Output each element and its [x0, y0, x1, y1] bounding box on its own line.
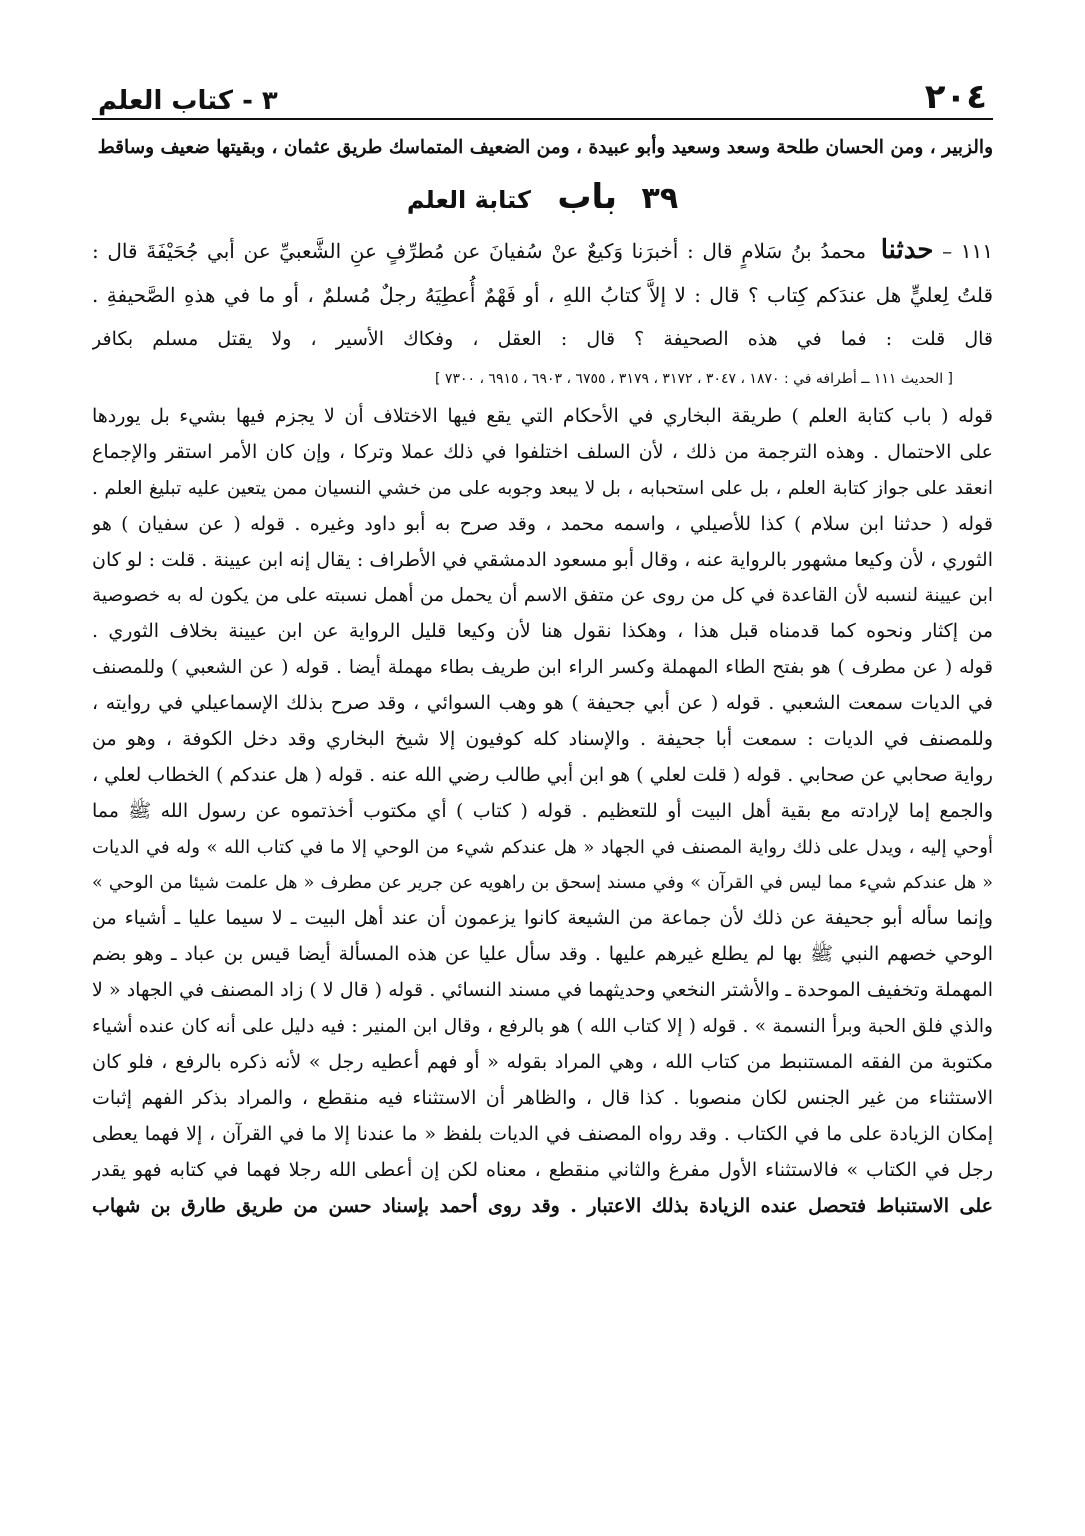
commentary-line: على الاحتمال . وهذه الترجمة من ذلك ، لأن السلف اختلفوا في ذلك عملا وتركا ، وإن كان الأمر استقر والإجماع	[92, 440, 993, 463]
commentary-line: الاستثناء من غير الجنس لكان منصوبا . كذا قال ، والظاهر أن الاستثناء فيه منقطع ، والمراد بذكر الفهم إثبات	[92, 1086, 993, 1109]
hadith-line-2: قلتُ لِعليٍّ هل عندَكم كِتاب ؟ قال : لا إلاَّ كتابُ اللهِ ، أو فَهْمٌ أُعطِيَهُ رجلٌ مُسلمٌ ، أو ما في هذهِ الصَّحيفةِ .	[92, 283, 993, 307]
commentary-line: وإنما سأله أبو جحيفة عن ذلك لأن جماعة من الشيعة كانوا يزعمون أن عند أهل البيت ـ لا سيما عليا ـ أشياء من	[92, 907, 993, 930]
hadith-isnad: محمدُ بنُ سَلامٍ قال : أخبرَنا وَكيعٌ عنْ سُفيانَ عن مُطرِّفٍ عنِ الشَّعبيِّ عن أبي جُحَيْفَةَ قال :	[92, 239, 867, 263]
commentary-line: في الديات سمعت الشعبي . قوله ( عن أبي جحيفة ) هو وهب السوائي ، وقد صرح بذلك الإسماعيلي في روايته ،	[92, 692, 993, 715]
hadith-line-1	[92, 228, 993, 273]
carry-over-text: والزبير ، ومن الحسان طلحة وسعد وسعيد وأبو عبيدة ، ومن الضعيف المتماسك طريق عثمان ، وبقيتها ضعيف وساقط	[97, 137, 993, 158]
chapter-heading	[92, 166, 993, 228]
commentary-line: وللمصنف في الديات : سمعت أبا جحيفة . والإسناد كله كوفيون إلا شيخ البخاري وقد دخل الكوفة ، وهو من	[92, 728, 993, 751]
page-number: ٢٠٤	[924, 77, 987, 117]
chapter-title: كتابة العلم	[406, 186, 531, 214]
hadith-number: ١١١ –	[942, 239, 993, 263]
commentary	[92, 399, 993, 1224]
commentary-line: رجل في الكتاب » فالاستثناء الأول مفرغ والثاني منقطع ، معناه لكن إن أعطى الله رجلا فهما في كتابه فهو يقدر	[92, 1158, 993, 1181]
commentary-line: ابن عيينة لنسبه لأن القاعدة في كل من روى عن متفق الاسم أن يحمل من أهمل نسبته على من يكون له به خصوصية	[92, 585, 993, 607]
commentary-line: والذي فلق الحبة وبرأ النسمة » . قوله ( إلا كتاب الله ) هو بالرفع ، وقال ابن المنير : فيه دليل على أنه كان عنده أشياء	[92, 1016, 993, 1038]
book-title: ٣ - كتاب العلم	[98, 86, 278, 116]
hadith-opening: حدثنا	[880, 235, 934, 265]
commentary-line: مكتوبة من الفقه المستنبط من كتاب الله ، وهي المراد بقوله « أو فهم أعطيه رجل » لأنه ذكره بالرفع ، فلو كان	[92, 1051, 993, 1074]
commentary-line: قوله ( حدثنا ابن سلام ) كذا للأصيلي ، واسمه محمد ، وقد صرح به أبو داود وغيره . قوله ( عن سفيان ) هو	[92, 512, 993, 535]
hadith-text	[92, 228, 993, 317]
commentary-line: قوله ( باب كتابة العلم ) طريقة البخاري في الأحكام التي يقع فيها الاختلاف أن لا يجزم فيها بشيء بل يوردها	[92, 405, 993, 427]
chapter-word: باب	[557, 177, 618, 217]
commentary-line: رواية صحابي عن صحابي . قوله ( قلت لعلي ) هو ابن أبي طالب رضي الله عنه . قوله ( هل عندكم ) الخطاب لعلي ،	[92, 763, 993, 786]
header-rule	[92, 118, 993, 120]
commentary-line: إمكان الزيادة على ما في الكتاب . وقد رواه المصنف في الديات بلفظ « ما عندنا إلا ما في القرآن ، إلا فهما يعطى	[92, 1122, 993, 1145]
hadith-references: [ الحديث ١١١ ــ أطرافه في : ١٨٧٠ ، ٣٠٤٧ ، ٣١٧٢ ، ٣١٧٩ ، ٦٧٥٥ ، ٦٩٠٣ ، ٦٩١٥ ، ٧٣٠٠ ]	[435, 371, 953, 387]
commentary-line: الوحي خصهم النبي ﷺ بها لم يطلع غيرهم عليها . وقد سأل عليا عن هذه المسألة أيضا قيس بن عباد ـ وهو بضم	[92, 943, 993, 966]
commentary-line: « هل عندكم شيء مما ليس في القرآن » وفي مسند إسحق بن راهويه عن جرير عن مطرف « هل علمت شيئا من الوحي »	[92, 872, 993, 893]
commentary-line: قوله ( عن مطرف ) هو بفتح الطاء المهملة وكسر الراء ابن طريف بطاء مهملة أيضا . قوله ( عن الشعبي ) وللمصنف	[92, 657, 993, 679]
chapter-number: ٣٩	[641, 181, 679, 216]
running-header	[92, 62, 993, 118]
hadith-line-3: قال قلت : فما في هذه الصحيفة ؟ قال : العقل ، وفكاك الأسير ، ولا يقتل مسلم بكافر	[92, 328, 993, 350]
commentary-line: انعقد على جواز كتابة العلم ، بل على استحبابه ، بل لا يبعد وجوبه على من خشي النسيان ممن يتعين عليه تبليغ العلم .	[92, 477, 993, 499]
commentary-line: والجمع إما لإرادته مع بقية أهل البيت أو للتعظيم . قوله ( كتاب ) أي مكتوب أخذتموه عن رسول الله ﷺ مما	[92, 799, 993, 822]
commentary-line: الثوري ، لأن وكيعا مشهور بالرواية عنه ، وقال أبو مسعود الدمشقي في الأطراف : يقال إنه ابن عيينة . قلت : لو كان	[92, 548, 993, 571]
commentary-line: من إكثار ونحوه كما قدمناه قبل هذا ، وهكذا نقول هنا لأن وكيعا قليل الرواية عن ابن عيينة بخلاف الثوري .	[92, 620, 993, 643]
commentary-line: المهملة وتخفيف الموحدة ـ والأشتر النخعي وحديثهما في مسند النسائي . قوله ( قال لا ) زاد المصنف في الجهاد « لا	[92, 979, 993, 1002]
commentary-line: أوحي إليه ، ويدل على ذلك رواية المصنف في الجهاد « هل عندكم شيء من الوحي إلا ما في كتاب الله » وله في الديات	[92, 836, 993, 858]
commentary-line: على الاستنباط فتحصل عنده الزيادة بذلك الاعتبار . وقد روى أحمد بإسناد حسن من طريق طارق بن شهاب	[92, 1194, 993, 1217]
